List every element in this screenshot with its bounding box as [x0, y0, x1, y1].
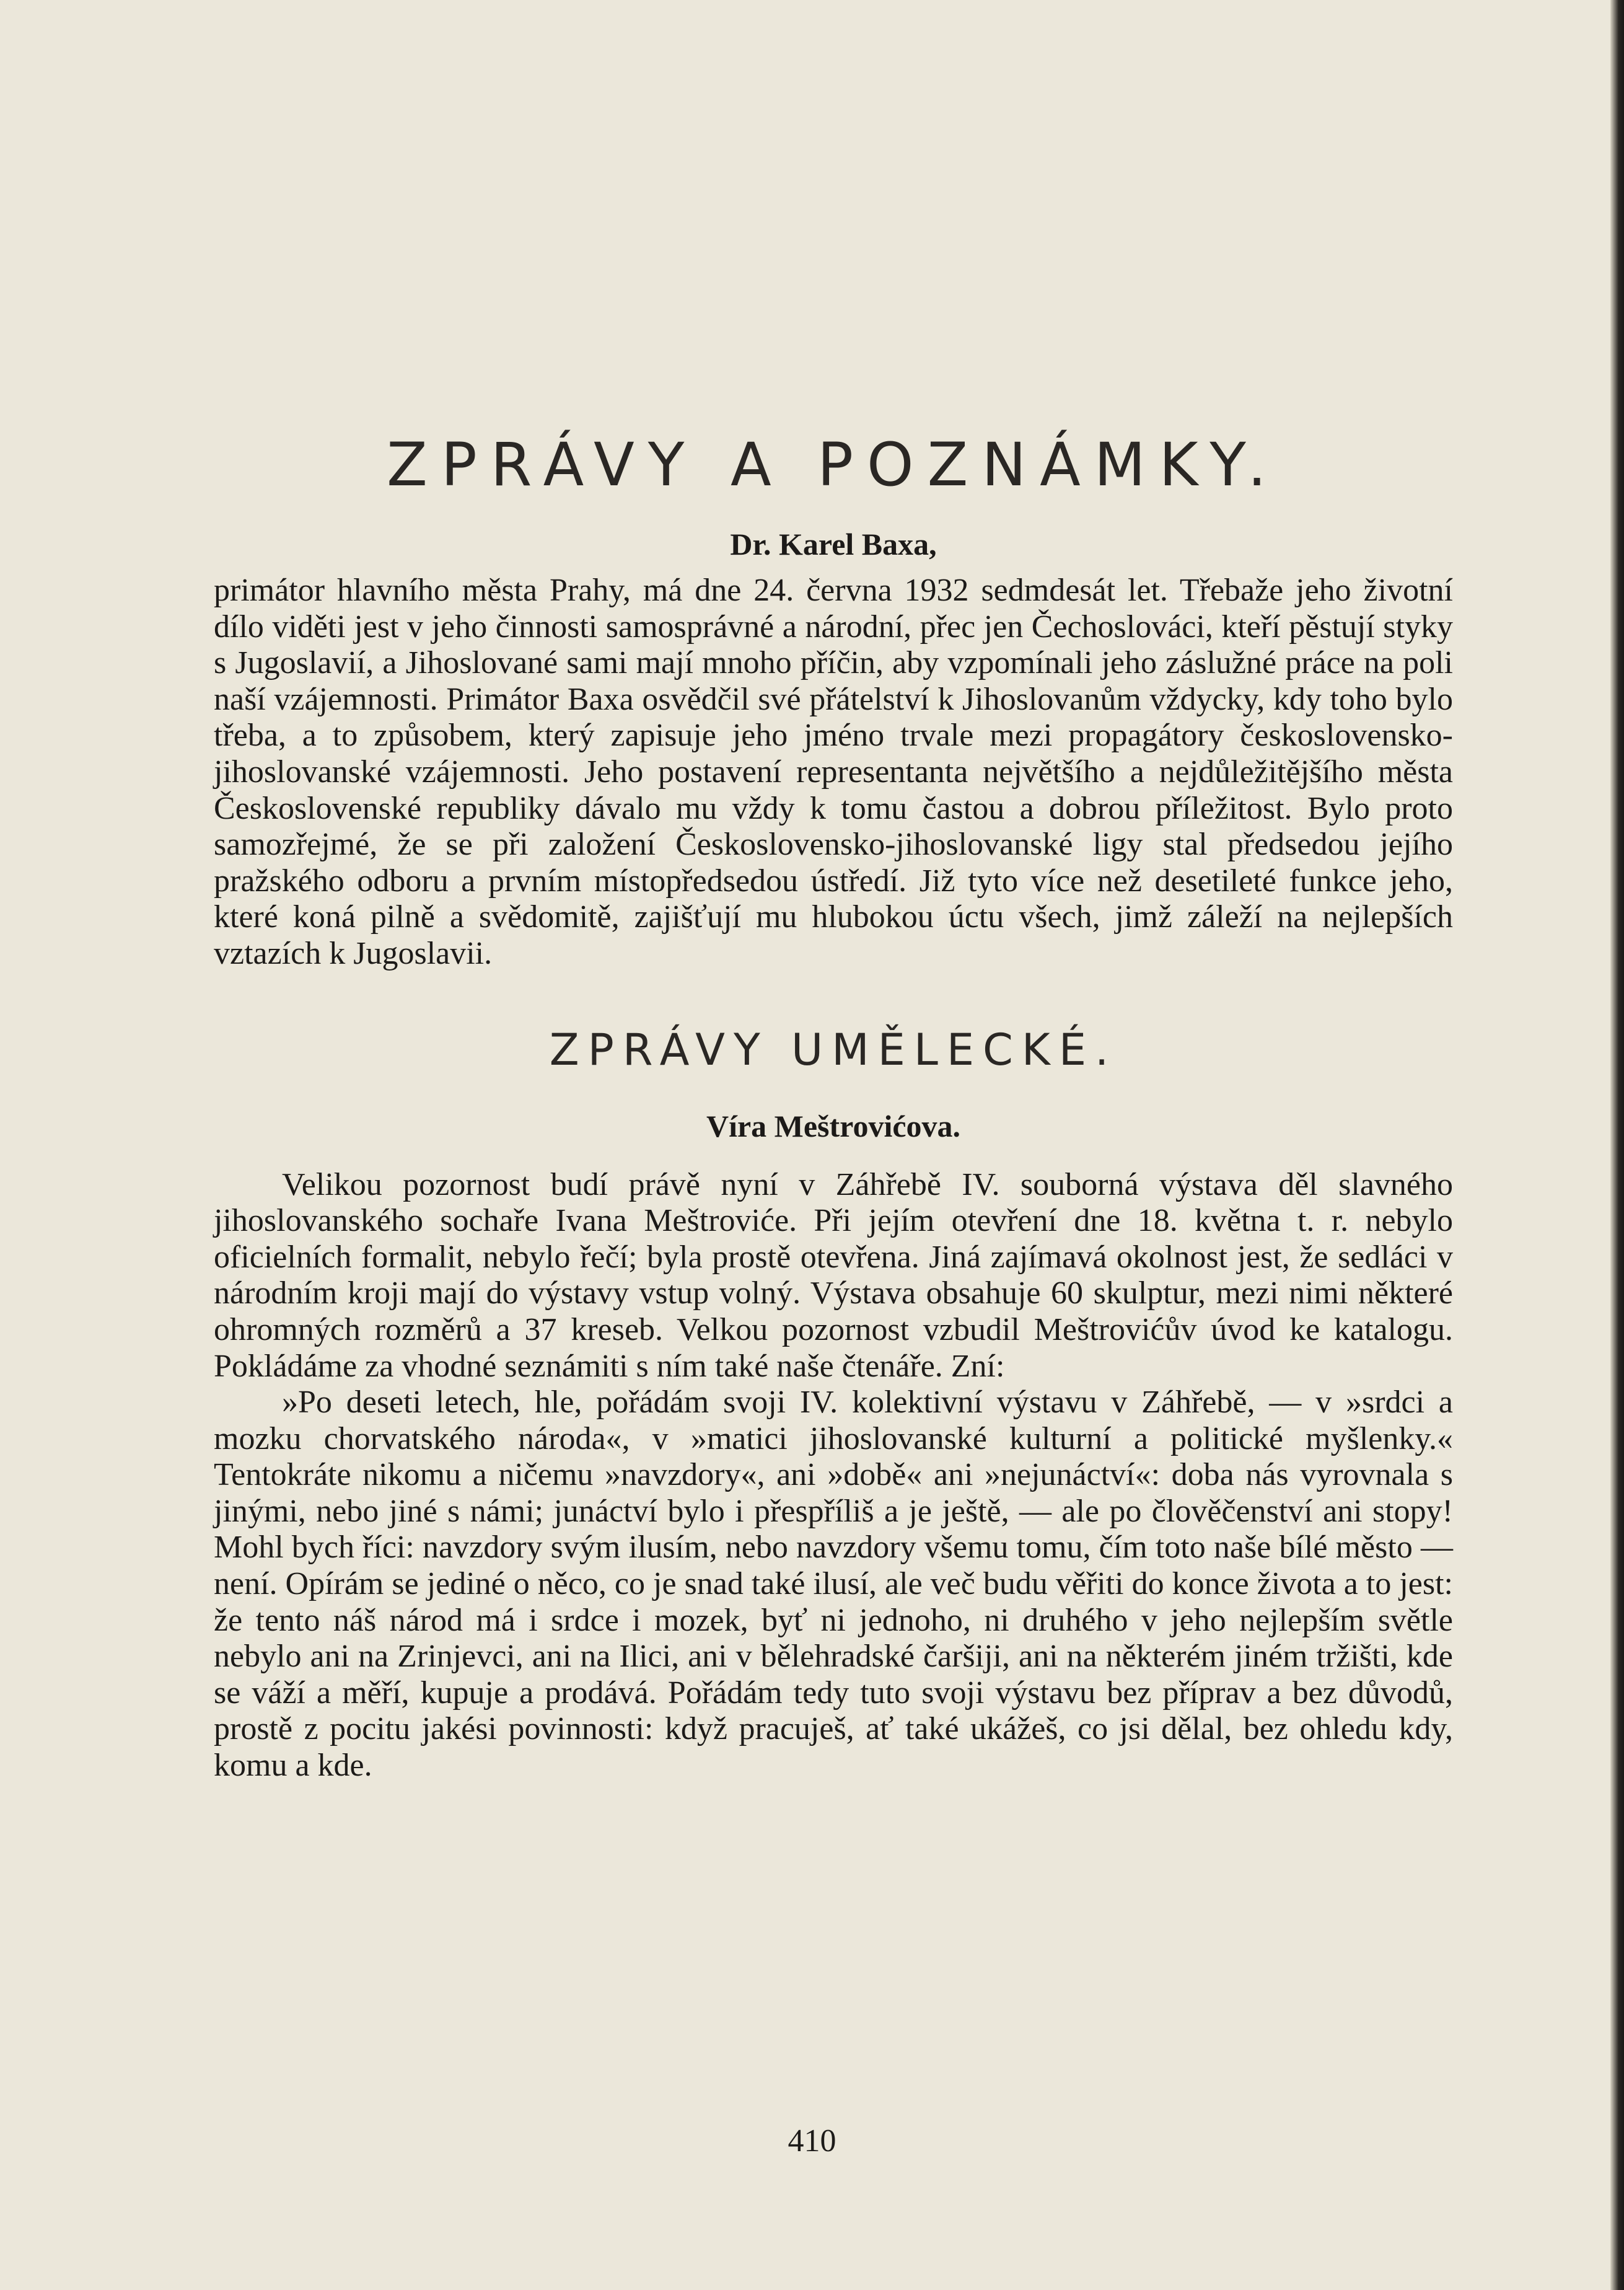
section-title-umelecke: ZPRÁVY UMĚLECKÉ.	[549, 1024, 1118, 1075]
article-heading-baxa: Dr. Karel Baxa,	[730, 527, 937, 561]
article-heading-mestrovic: Víra Meštrovićova.	[706, 1108, 961, 1143]
page-title: ZPRÁVY A POZNÁMKY.	[387, 430, 1280, 500]
article-paragraph-2: »Po deseti letech, hle, pořádám svoji IV. kolektivní výstavu v Záhřebě, — v »srdci a mozku chorvatského národa«, v »matici jihoslovanské kulturní a politické myšlenky.« Tentokráte nikomu a ničemu »navzdory«, ani »době« ani »nejunáctví«: doba nás vyrovnala s jinými, nebo jiné s námi; junáctví bylo i přespříliš a je ještě, — ale po člověčenství ani stopy! Mohl bych říci: navzdory svým ilusím, nebo navzdory všemu tomu, čím toto naše bílé město — není. Opírám se jediné o něco, co je snad také ilusí, ale več budu věřiti do konce života a to jest: že tento náš národ má i srdce i mozek, byť ni jednoho, ni druhého v jeho nejlepším světle nebylo ani na Zrinjevci, ani na Ilici, ani v bělehradské čaršiji, ani na některém jiném tržišti, kde se váží a měří, kupuje a prodává. Pořádám tedy tuto svoji výstavu bez příprav a bez důvodů, prostě z pocitu jakési povinnosti: když pracuješ, ať také ukážeš, co jsi dělal, bez ohledu kdy, komu a kde.	[214, 1385, 1453, 1784]
article-text-baxa: primátor hlavního města Prahy, má dne 24. června 1932 sedmdesát let. Třebaže jeho životní dílo viděti jest v jeho činnosti samosprávné a národní, přec jen Čechoslováci, kteří pěstují styky s Jugoslavií, a Jihoslované sami mají mnoho příčin, aby vzpomínali jeho záslužné práce na poli naší vzájemnosti. Primátor Baxa osvědčil své přátelství k Jihoslovanům vždycky, kdy toho bylo třeba, a to způsobem, který zapisuje jeho jméno trvale mezi propagátory československo-jihoslovanské vzájemnosti. Jeho postavení representanta největšího a nejdůležitějšího města Československé republiky dávalo mu vždy k tomu častou a dobrou příležitost. Bylo proto samozřejmé, že se při založení Československo-jihoslovanské ligy stal předsedou jejího pražského odboru a prvním místopředsedou ústředí. Již tyto více než desetileté funkce jeho, které koná pilně a svědomitě, zajišťují mu hlubokou úctu všech, jimž záleží na nejlepších vztazích k Jugoslavii.	[214, 573, 1453, 971]
scan-binding-edge	[1610, 0, 1624, 2290]
page-content	[214, 421, 1453, 1784]
page-number: 410	[788, 2123, 836, 2159]
article-paragraph-1: Velikou pozornost budí právě nyní v Záhřebě IV. souborná výstava děl slavného jihoslovanského sochaře Ivana Meštroviće. Při jejím otevření dne 18. května t. r. nebylo oficielních formalit, nebylo řečí; byla prostě otevřena. Jiná zajímavá okolnost jest, že sedláci v národním kroji mají do výstavy vstup volný. Výstava obsahuje 60 skulptur, mezi nimi některé ohromných rozměrů a 37 kreseb. Velkou pozornost vzbudil Meštrovićův úvod ke katalogu. Pokládáme za vhodné seznámiti s ním také naše čtenáře. Zní:	[214, 1166, 1453, 1384]
